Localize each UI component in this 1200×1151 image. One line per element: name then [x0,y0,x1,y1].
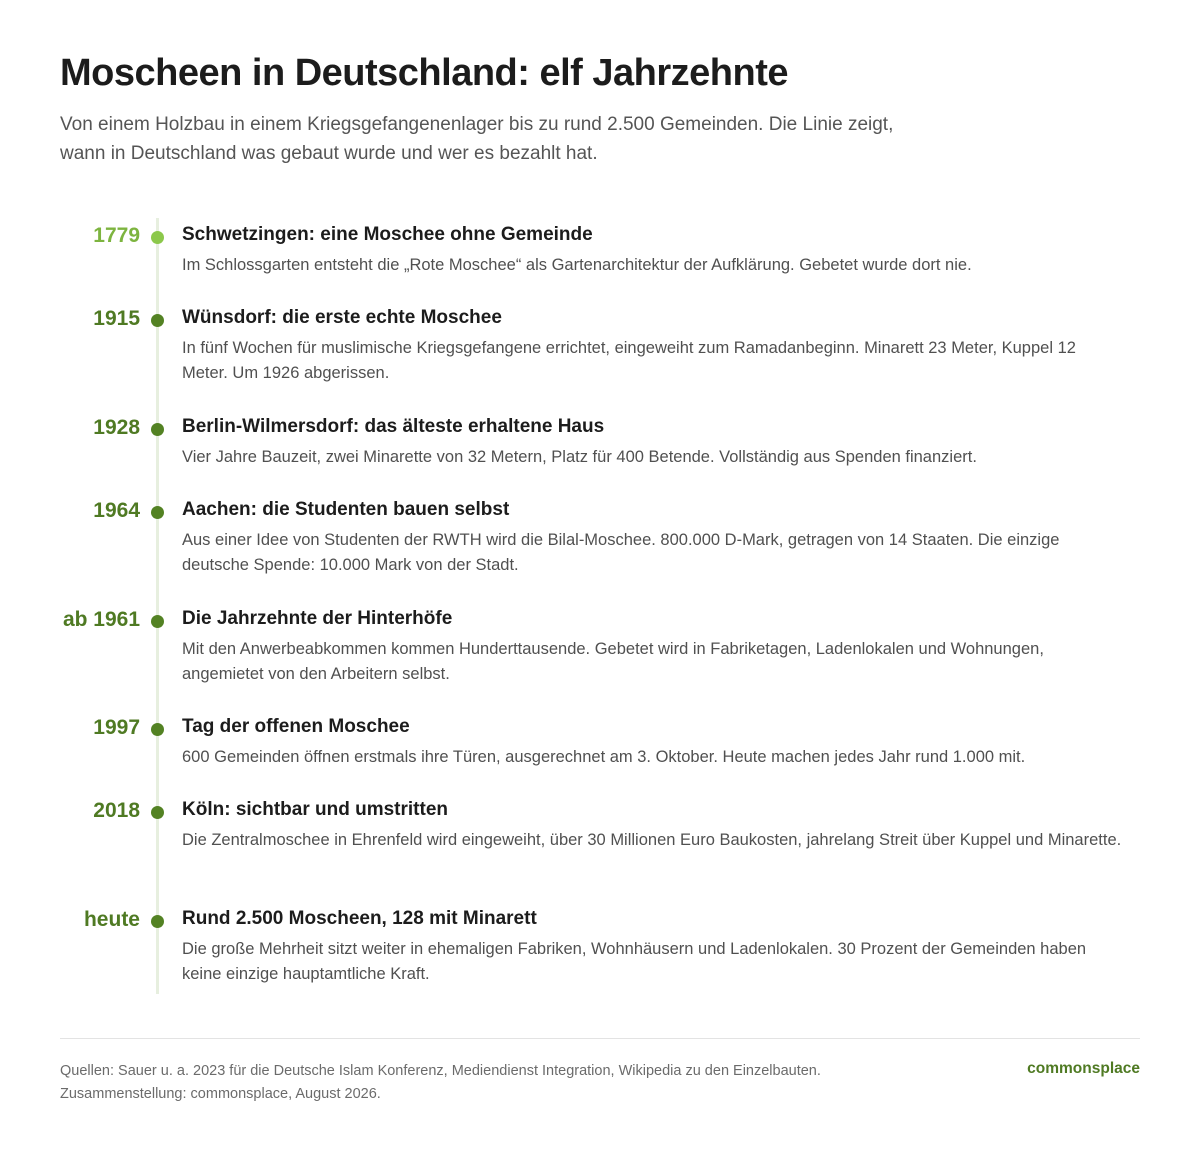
timeline-year: 1964 [93,499,140,522]
timeline-entry-text: 600 Gemeinden öffnen erstmals ihre Türen, ausgerechnet am 3. Oktober. Heute machen jedes Jahr rund 1.000 mit. [182,748,1026,766]
timeline-year: 1915 [93,307,140,330]
timeline-line [156,218,159,994]
timeline-year: 1779 [93,224,140,247]
timeline-year: heute [83,908,140,931]
timeline-entry-title: Berlin-Wilmersdorf: das älteste erhaltene Haus [182,416,605,437]
sources-line-1: Quellen: Sauer u. a. 2023 für die Deutsche Islam Konferenz, Mediendienst Integration, Wikipedia zu den Einzelbauten. [60,1063,821,1079]
timeline-entry-title: Schwetzingen: eine Moschee ohne Gemeinde [182,224,593,245]
subtitle-line-2: wann in Deutschland was gebaut wurde und wer es bezahlt hat. [60,143,598,164]
page-subtitle [60,110,960,168]
timeline-entry-title: Aachen: die Studenten bauen selbst [182,499,510,520]
timeline-entry-text: Vier Jahre Bauzeit, zwei Minarette von 32 Metern, Platz für 400 Betende. Vollständig aus Spenden finanziert. [182,448,977,466]
timeline-entry-title: Wünsdorf: die erste echte Moschee [182,307,502,328]
timeline-dot [151,314,164,327]
timeline-entry-text: Im Schlossgarten entsteht die „Rote Moschee“ als Gartenarchitektur der Aufklärung. Gebetet wurde dort nie. [182,256,972,274]
timeline-dot [151,423,164,436]
timeline-entry-title: Köln: sichtbar und umstritten [182,799,448,820]
timeline-entry-text: Aus einer Idee von Studenten der RWTH wird die Bilal-Moschee. 800.000 D-Mark, getragen von 14 Staaten. Die einzige deutsche Spende: 10.000 Mark von der Stadt. [182,531,1060,574]
page-title: Moscheen in Deutschland: elf Jahrzehnte [60,52,788,94]
timeline-dot [151,806,164,819]
sources-line-2: Zusammenstellung: commonsplace, August 2026. [60,1086,381,1102]
timeline-entry-title: Tag der offenen Moschee [182,716,410,737]
timeline-year: 1997 [93,716,140,739]
timeline-dot [151,231,164,244]
footer-sources [60,1060,960,1106]
timeline-year: ab 1961 [62,608,140,631]
timeline-year: 1928 [93,416,140,439]
timeline-entry-text: Mit den Anwerbeabkommen kommen Hunderttausende. Gebetet wird in Fabriketagen, Ladenlokalen und Wohnungen, angemietet von den Arbeitern selbst. [182,640,1044,683]
timeline-entry-text: In fünf Wochen für muslimische Kriegsgefangene errichtet, eingeweiht zum Ramadanbeginn. Minarett 23 Meter, Kuppel 12 Meter. Um 1926 abgerissen. [182,339,1076,382]
brand-label: commonsplace [1027,1060,1140,1077]
timeline-entry-text: Die große Mehrheit sitzt weiter in ehemaligen Fabriken, Wohnhäusern und Ladenlokalen. 30 Prozent der Gemeinden haben keine einzige hauptamtliche Kraft. [182,940,1087,983]
timeline [60,218,1140,994]
subtitle-line-1: Von einem Holzbau in einem Kriegsgefangenenlager bis zu rund 2.500 Gemeinden. Die Linie zeigt, [60,114,894,135]
timeline-entry-title: Rund 2.500 Moscheen, 128 mit Minarett [182,908,537,929]
timeline-dot [151,723,164,736]
timeline-dot [151,915,164,928]
timeline-dot [151,615,164,628]
timeline-entry-title: Die Jahrzehnte der Hinterhöfe [182,608,453,629]
timeline-entry-text: Die Zentralmoschee in Ehrenfeld wird eingeweiht, über 30 Millionen Euro Baukosten, jahrelang Streit über Kuppel und Minarette. [182,831,1122,849]
footer-divider [60,1038,1140,1039]
timeline-dot [151,506,164,519]
timeline-year: 2018 [93,799,140,822]
